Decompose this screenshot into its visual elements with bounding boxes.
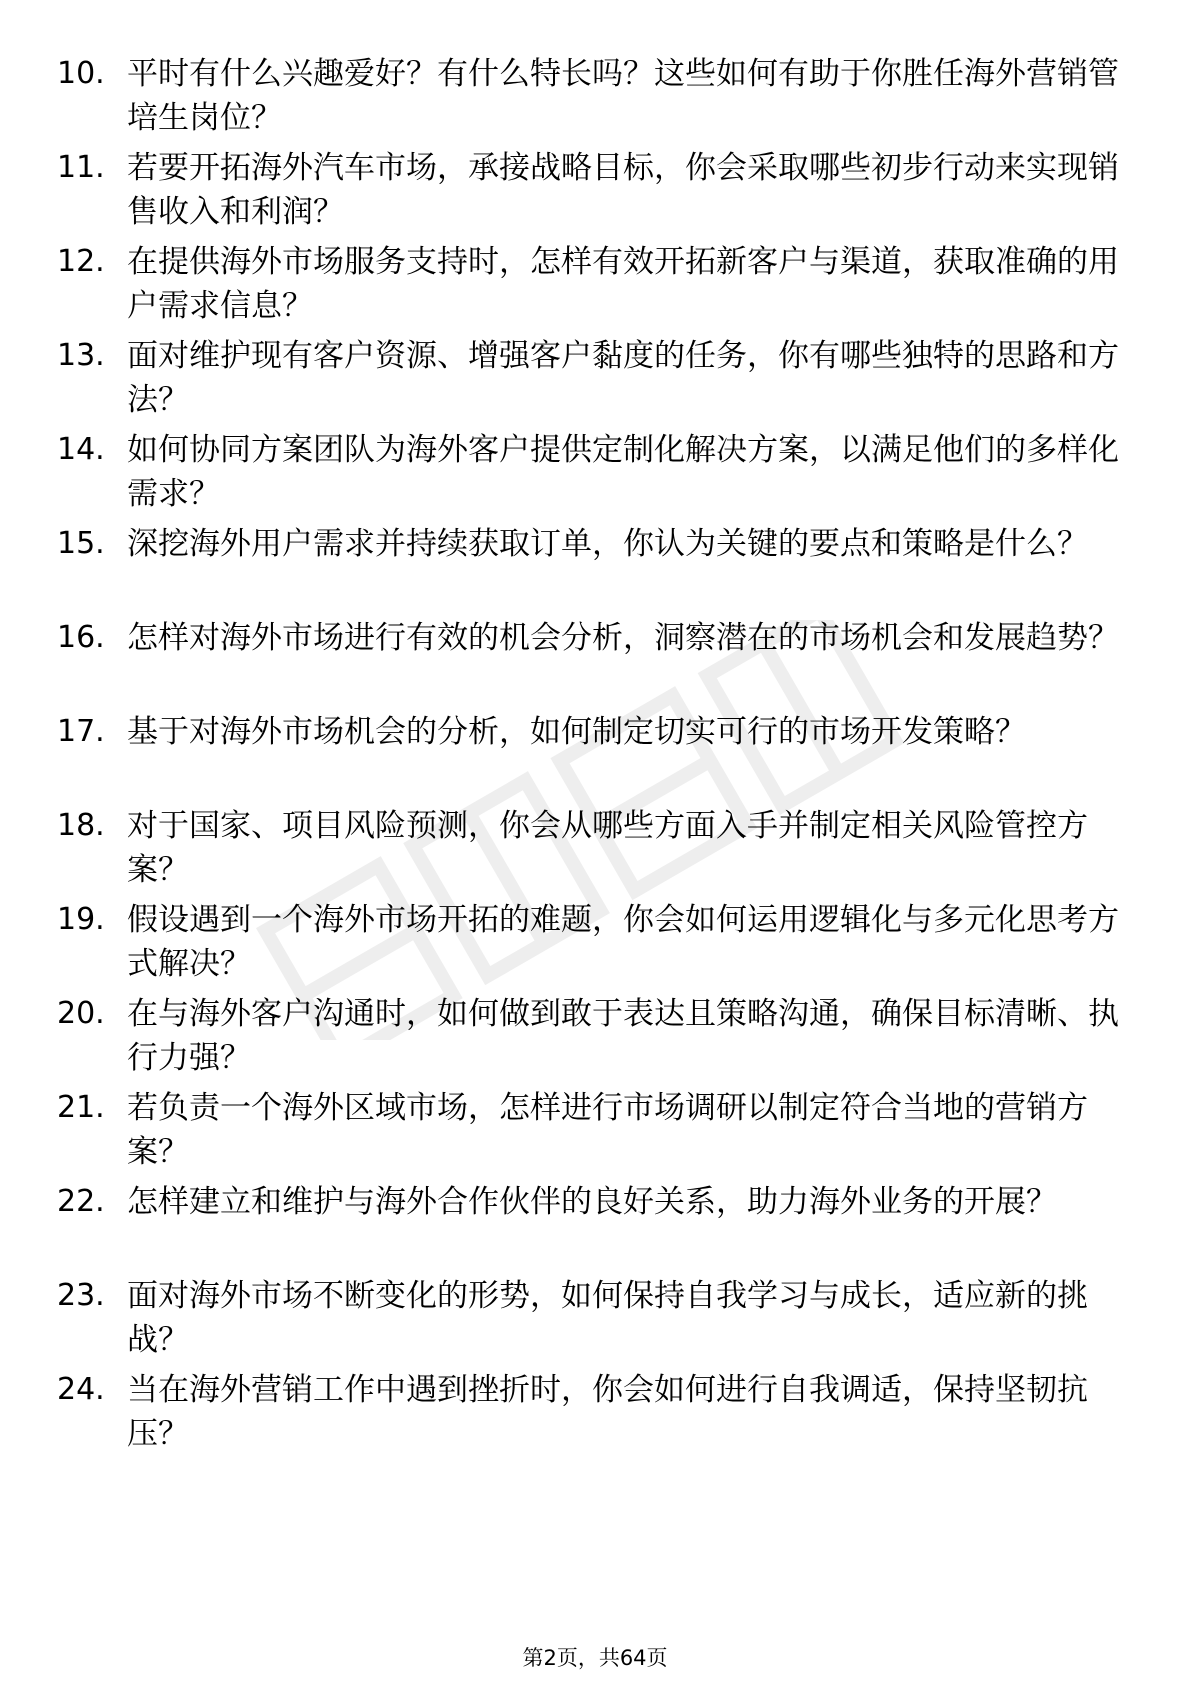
question-item bbox=[0, 522, 1190, 616]
question-number: 20. bbox=[57, 996, 105, 1031]
question-number: 14. bbox=[57, 432, 105, 467]
question-item bbox=[0, 334, 1190, 428]
question-text: 平时有什么兴趣爱好？有什么特长吗？这些如何有助于你胜任海外营销管培生岗位？ bbox=[127, 56, 1119, 136]
question-text: 若要开拓海外汽车市场，承接战略目标，你会采取哪些初步行动来实现销售收入和利润？ bbox=[127, 150, 1119, 230]
question-text: 面对海外市场不断变化的形势，如何保持自我学习与成长，适应新的挑战？ bbox=[127, 1278, 1088, 1358]
question-text: 基于对海外市场机会的分析，如何制定切实可行的市场开发策略？ bbox=[127, 714, 1026, 750]
question-number: 12. bbox=[57, 244, 105, 279]
question-list bbox=[0, 52, 1190, 1462]
question-number: 23. bbox=[57, 1278, 105, 1313]
question-number: 10. bbox=[57, 56, 105, 91]
question-number: 16. bbox=[57, 620, 105, 655]
question-text: 面对维护现有客户资源、增强客户黏度的任务，你有哪些独特的思路和方法？ bbox=[127, 338, 1119, 418]
question-item bbox=[0, 710, 1190, 804]
question-item bbox=[0, 616, 1190, 710]
question-item bbox=[0, 1274, 1190, 1368]
question-item bbox=[0, 240, 1190, 334]
question-item bbox=[0, 428, 1190, 522]
page-footer: 第2页，共64页 bbox=[522, 1646, 668, 1670]
question-item bbox=[0, 1180, 1190, 1274]
question-number: 15. bbox=[57, 526, 105, 561]
question-text: 假设遇到一个海外市场开拓的难题，你会如何运用逻辑化与多元化思考方式解决？ bbox=[127, 902, 1119, 982]
question-item bbox=[0, 992, 1190, 1086]
question-number: 13. bbox=[57, 338, 105, 373]
question-number: 22. bbox=[57, 1184, 105, 1219]
question-item bbox=[0, 804, 1190, 898]
question-item bbox=[0, 1086, 1190, 1180]
question-number: 18. bbox=[57, 808, 105, 843]
question-text: 对于国家、项目风险预测，你会从哪些方面入手并制定相关风险管控方案？ bbox=[127, 808, 1088, 888]
question-number: 11. bbox=[57, 150, 105, 185]
question-text: 如何协同方案团队为海外客户提供定制化解决方案，以满足他们的多样化需求？ bbox=[127, 432, 1119, 512]
question-item bbox=[0, 146, 1190, 240]
question-text: 深挖海外用户需求并持续获取订单，你认为关键的要点和策略是什么？ bbox=[127, 526, 1088, 562]
question-text: 若负责一个海外区域市场，怎样进行市场调研以制定符合当地的营销方案？ bbox=[127, 1090, 1088, 1170]
question-text: 在提供海外市场服务支持时，怎样有效开拓新客户与渠道，获取准确的用户需求信息？ bbox=[127, 244, 1119, 324]
question-text: 怎样对海外市场进行有效的机会分析，洞察潜在的市场机会和发展趋势？ bbox=[127, 620, 1119, 656]
question-item bbox=[0, 52, 1190, 146]
question-number: 21. bbox=[57, 1090, 105, 1125]
question-number: 24. bbox=[57, 1372, 105, 1407]
question-text: 怎样建立和维护与海外合作伙伴的良好关系，助力海外业务的开展？ bbox=[127, 1184, 1057, 1220]
question-number: 17. bbox=[57, 714, 105, 749]
question-item bbox=[0, 1368, 1190, 1462]
question-number: 19. bbox=[57, 902, 105, 937]
question-text: 在与海外客户沟通时，如何做到敢于表达且策略沟通，确保目标清晰、执行力强？ bbox=[127, 996, 1119, 1076]
question-item bbox=[0, 898, 1190, 992]
question-text: 当在海外营销工作中遇到挫折时，你会如何进行自我调适，保持坚韧抗压？ bbox=[127, 1372, 1088, 1452]
